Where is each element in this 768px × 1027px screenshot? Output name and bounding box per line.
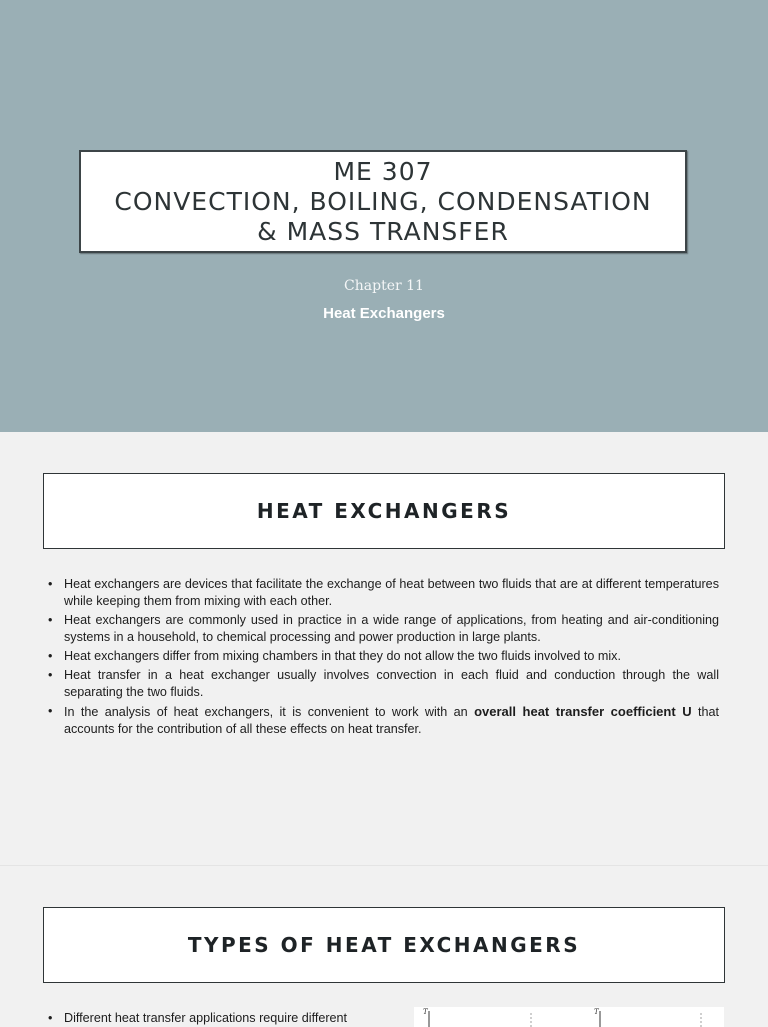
slide-heading: TYPES OF HEAT EXCHANGERS <box>43 907 725 983</box>
types-slide <box>0 866 768 1024</box>
bullet-icon: • <box>48 668 53 682</box>
slide-heading: HEAT EXCHANGERS <box>43 473 725 549</box>
bullet-icon: • <box>48 649 53 663</box>
axis-label-t-right: T <box>594 1008 599 1016</box>
title-box <box>79 150 687 253</box>
heat-exchangers-slide <box>0 432 768 866</box>
chapter-subtitle: Heat Exchangers <box>323 305 445 322</box>
axis-label-t-left: T <box>423 1008 428 1016</box>
list-item <box>47 703 719 738</box>
bullet-text: Heat exchangers differ from mixing chambers in that they do not allow the two fluids involved to mix. <box>64 649 621 663</box>
list-item <box>47 648 719 665</box>
bullet-text: Heat transfer in a heat exchanger usually involves convection in each fluid and conduction through the wall separating the two fluids. <box>64 668 719 699</box>
chapter-label: Chapter 11 <box>344 278 424 294</box>
list-item <box>47 1010 387 1027</box>
bullet-icon: • <box>48 704 53 718</box>
course-code: ME 307 <box>333 157 433 186</box>
temperature-diagram-graphic <box>414 1007 724 1027</box>
course-title-line-1: CONVECTION, BOILING, CONDENSATION <box>114 187 652 216</box>
bullet-text: Heat exchangers are commonly used in practice in a wide range of applications, from heating and air-conditioning systems in a household, to chemical processing and power production in large plants. <box>64 613 719 644</box>
bold-term: overall heat transfer coefficient U <box>474 704 692 719</box>
bullet-icon: • <box>48 577 53 591</box>
bullet-list <box>47 1010 387 1027</box>
bullet-icon: • <box>48 1011 53 1025</box>
course-title-line-2: & MASS TRANSFER <box>257 217 509 246</box>
bullet-text: Heat exchangers are devices that facilitate the exchange of heat between two fluids that are at different temperatures while keeping them from mixing with each other. <box>64 577 719 608</box>
list-item <box>47 612 719 646</box>
list-item <box>47 576 719 610</box>
bullet-icon: • <box>48 613 53 627</box>
bullet-text-start: In the analysis of heat exchangers, it is convenient to work with an <box>64 705 475 719</box>
temperature-diagram <box>414 1007 724 1027</box>
list-item <box>47 667 719 701</box>
bullet-list <box>47 576 719 740</box>
bullet-text: Different heat transfer applications require different <box>64 1011 348 1025</box>
bullet-text-end: that accounts for the contribution of all these effects on heat transfer. <box>64 705 719 736</box>
title-slide <box>0 0 768 432</box>
